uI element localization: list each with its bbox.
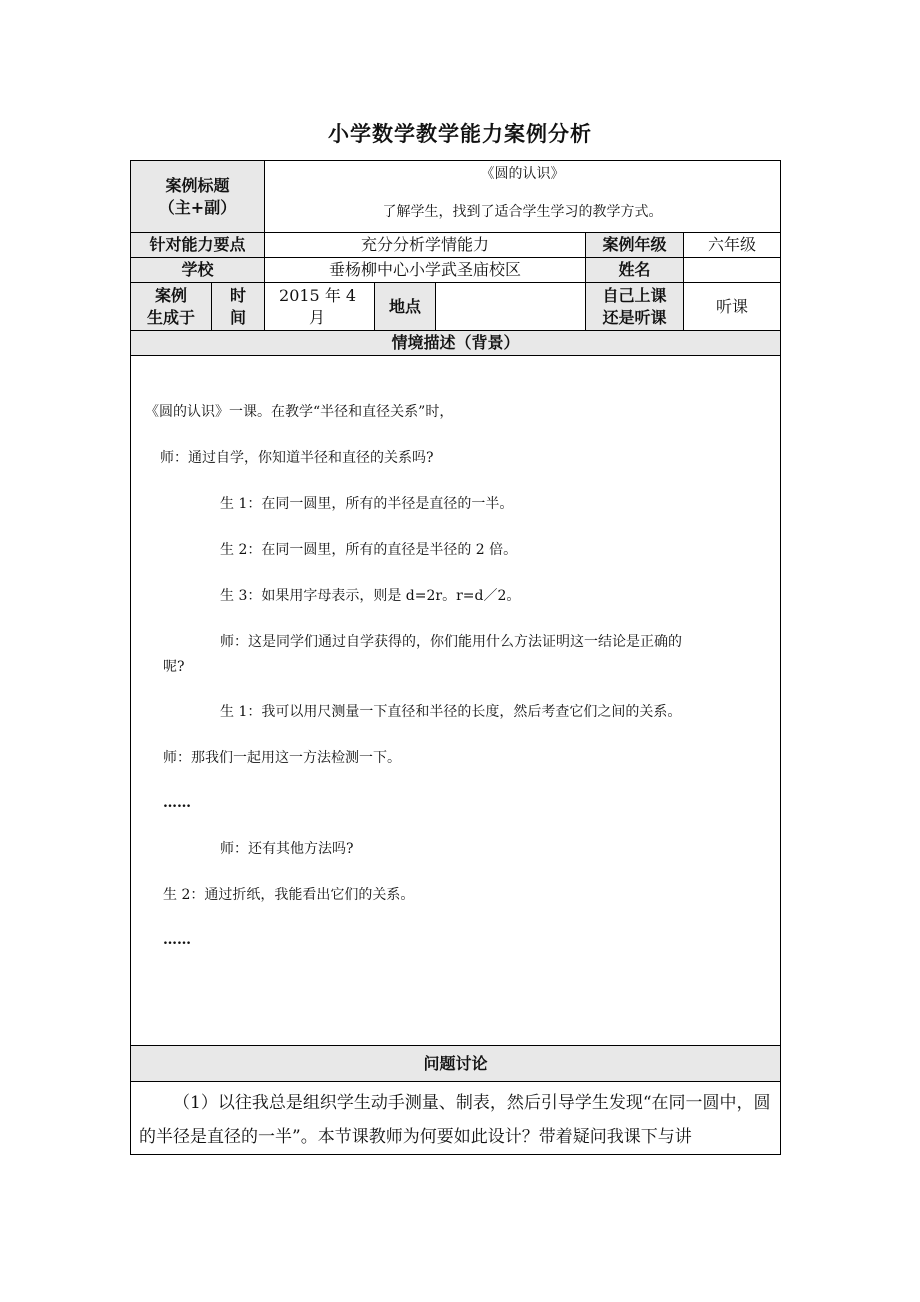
case-title-subtitle: 了解学生，找到了适合学生学习的教学方式。: [382, 204, 663, 220]
name-value: [684, 258, 781, 283]
scene-line: 呢?: [163, 659, 185, 675]
time-label-line2: 间: [230, 307, 247, 327]
generated-label-line1: 案例: [154, 285, 187, 305]
scene-line: 师：那我们一起用这一方法检测一下。: [163, 750, 401, 766]
generated-label: [131, 283, 212, 331]
ability-label: 针对能力要点: [131, 233, 265, 258]
mode-label: [586, 283, 684, 331]
scene-description: [131, 356, 781, 1046]
time-value: [265, 283, 375, 331]
case-title-label: [131, 161, 265, 233]
case-title-main: 《圆的认识》: [480, 166, 565, 182]
mode-value: 听课: [684, 283, 781, 331]
discussion-paragraph: （1）以往我总是组织学生动手测量、制表，然后引导学生发现“在同一圆中，圆的半径是直径的一半”。本节课教师为何要如此设计？带着疑问我课下与讲: [131, 1082, 781, 1155]
mode-label-line2: 还是听课: [602, 307, 667, 327]
case-table: [130, 160, 781, 1155]
time-value-line1: 2015 年 4: [279, 285, 357, 305]
scene-line: 生 3：如果用字母表示，则是 d=2r。r=d／2。: [220, 588, 521, 604]
time-label-line1: 时: [230, 285, 247, 305]
scene-line: ……: [163, 795, 191, 811]
scene-header: 情境描述（背景）: [131, 331, 781, 356]
scene-line: 生 1：我可以用尺测量一下直径和半径的长度，然后考查它们之间的关系。: [220, 704, 682, 720]
scene-line: 生 2：通过折纸，我能看出它们的关系。: [163, 887, 415, 903]
scene-line: 《圆的认识》一课。在教学“半径和直径关系”时，: [145, 404, 454, 420]
place-label: 地点: [375, 283, 436, 331]
name-label: 姓名: [586, 258, 684, 283]
page-title: 小学数学教学能力案例分析: [328, 122, 592, 146]
ability-value: 充分分析学情能力: [265, 233, 586, 258]
mode-label-line1: 自己上课: [602, 285, 667, 305]
discussion-header: 问题讨论: [131, 1046, 781, 1082]
grade-label: 案例年级: [586, 233, 684, 258]
school-value: 垂杨柳中心小学武圣庙校区: [265, 258, 586, 283]
time-label: [212, 283, 265, 331]
school-label: 学校: [131, 258, 265, 283]
scene-line: 师：还有其他方法吗?: [220, 841, 354, 857]
scene-line: 生 1：在同一圆里，所有的半径是直径的一半。: [220, 496, 514, 512]
scene-line: 生 2：在同一圆里，所有的直径是半径的 2 倍。: [220, 542, 518, 558]
grade-value: 六年级: [684, 233, 781, 258]
time-value-line2: 月: [309, 307, 326, 327]
generated-label-line2: 生成于: [146, 307, 195, 327]
scene-line: 师：这是同学们通过自学获得的，你们能用什么方法证明这一结论是正确的: [220, 634, 682, 650]
case-title-label-text: 案例标题 （主+副）: [158, 175, 237, 217]
scene-line: 师：通过自学，你知道半径和直径的关系吗?: [160, 450, 434, 466]
place-value: [436, 283, 586, 331]
case-title-cell: [265, 161, 781, 233]
scene-line: ……: [163, 932, 191, 948]
